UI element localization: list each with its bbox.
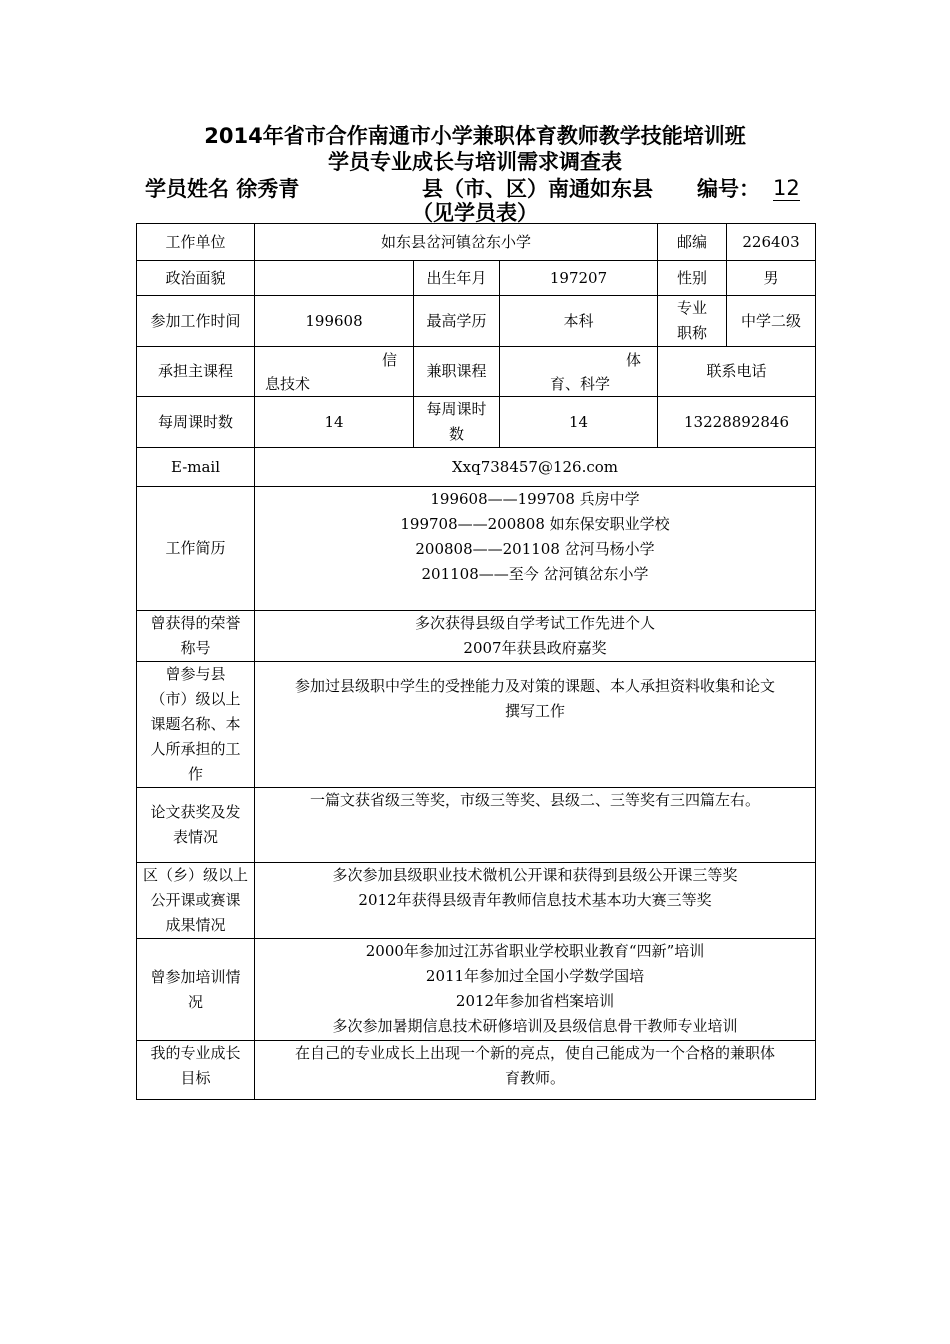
honors-label-line: 称号 (180, 639, 211, 657)
open-class-label-line: 区（乡）级以上 (142, 866, 248, 884)
open-class-label-line: 成果情况 (165, 916, 226, 934)
training-label-line: 况 (187, 992, 203, 1011)
education-value: 本科 (500, 296, 658, 347)
phone-value: 13228892846 (658, 397, 816, 448)
projects-line: 撰写工作 (505, 702, 566, 720)
work-unit-label: 工作单位 (137, 224, 255, 261)
part-course-label: 兼职课程 (414, 347, 500, 397)
training-value (255, 939, 816, 1041)
projects-label-line: （市）级以上 (150, 690, 241, 708)
work-start-value: 199608 (255, 296, 414, 347)
student-info-note: （见学员表） (412, 201, 538, 225)
table-row (137, 224, 816, 261)
open-class-line: 多次参加县级职业技术微机公开课和获得到县级公开课三等奖 (332, 866, 738, 884)
honors-line: 多次获得县级自学考试工作先进个人 (415, 614, 656, 632)
table-row (137, 611, 816, 662)
training-line: 2000年参加过江苏省职业学校职业教育“四新”培训 (365, 942, 705, 960)
training-label-line: 曾参加培训情 (150, 967, 241, 986)
work-unit-value: 如东县岔河镇岔东小学 (255, 224, 658, 261)
training-line: 多次参加暑期信息技术研修培训及县级信息骨干教师专业培训 (332, 1017, 738, 1035)
county-label: 县（市、区）南通如东县 (422, 177, 653, 201)
resume-value (255, 487, 816, 611)
table-row (137, 296, 816, 347)
table-row (137, 448, 816, 487)
goal-value (255, 1041, 816, 1100)
open-class-label-line: 公开课或赛课 (150, 891, 241, 909)
resume-line: 200808——201108 岔河马杨小学 (415, 540, 655, 558)
training-line: 2012年参加省档案培训 (455, 992, 615, 1010)
part-course-part: 体 (626, 350, 642, 369)
projects-label-line: 曾参与县 (165, 665, 226, 683)
projects-label-line: 人所承担的工 (150, 740, 241, 758)
main-course-part: 信 (381, 350, 397, 369)
honors-line: 2007年获县政府嘉奖 (463, 639, 607, 657)
table-row (137, 863, 816, 939)
papers-label-line: 表情况 (172, 828, 218, 846)
political-value (255, 261, 414, 296)
training-label (137, 939, 255, 1041)
table-row (137, 1041, 816, 1100)
resume-line: 201108——至今 岔河镇岔东小学 (421, 565, 649, 583)
postcode-label: 邮编 (658, 224, 727, 261)
table-row (137, 347, 816, 397)
birth-label: 出生年月 (414, 261, 500, 296)
title-label-line: 专业 (677, 299, 708, 317)
main-course-part: 息技术 (265, 374, 311, 393)
weekly-hours-value: 14 (255, 397, 414, 448)
birth-value: 197207 (500, 261, 658, 296)
title-label (658, 296, 727, 347)
part-course-value (500, 347, 658, 397)
papers-value: 一篇文获省级三等奖，市级三等奖、县级二、三等奖有三四篇左右。 (255, 788, 816, 863)
training-line: 2011年参加过全国小学数学国培 (425, 967, 645, 985)
honors-value (255, 611, 816, 662)
honors-label-line: 曾获得的荣誉 (150, 614, 241, 632)
weekly-hours2-label (414, 397, 500, 448)
table-row (137, 397, 816, 448)
student-name: 学员姓名 徐秀青 (145, 177, 300, 201)
main-course-label: 承担主课程 (137, 347, 255, 397)
papers-label (137, 788, 255, 863)
main-course-value (255, 347, 414, 397)
resume-line: 199708——200808 如东保安职业学校 (400, 515, 670, 533)
title-label-line: 职称 (677, 324, 708, 342)
education-label: 最高学历 (414, 296, 500, 347)
student-info-line (145, 176, 810, 202)
title-value: 中学二级 (727, 296, 816, 347)
table-row (137, 487, 816, 611)
goal-label-line: 我的专业成长 (150, 1044, 241, 1062)
papers-label-line: 论文获奖及发 (150, 803, 241, 821)
projects-label-line: 作 (187, 765, 203, 783)
gender-label: 性别 (658, 261, 727, 296)
email-value: Xxq738457@126.com (255, 448, 816, 487)
form-title-line2: 学员专业成长与培训需求调查表 (328, 150, 622, 174)
projects-label (137, 662, 255, 788)
survey-table (136, 223, 816, 1100)
weekly-hours2-label-line: 每周课时 (426, 400, 487, 418)
postcode-value: 226403 (727, 224, 816, 261)
honors-label (137, 611, 255, 662)
form-title-line1: 2014年省市合作南通市小学兼职体育教师教学技能培训班 (204, 124, 746, 148)
table-row (137, 662, 816, 788)
weekly-hours2-label-line: 数 (448, 425, 464, 443)
resume-label: 工作简历 (137, 487, 255, 611)
table-row (137, 788, 816, 863)
table-row (137, 939, 816, 1041)
open-class-label (137, 863, 255, 939)
email-label: E-mail (137, 448, 255, 487)
weekly-hours2-value: 14 (500, 397, 658, 448)
gender-value: 男 (727, 261, 816, 296)
goal-label (137, 1041, 255, 1100)
weekly-hours-label: 每周课时数 (137, 397, 255, 448)
projects-label-line: 课题名称、本 (150, 715, 241, 733)
political-label: 政治面貌 (137, 261, 255, 296)
goal-label-line: 目标 (180, 1069, 211, 1087)
goal-line: 育教师。 (505, 1069, 566, 1087)
part-course-part: 育、科学 (550, 374, 611, 393)
resume-line: 199608——199708 兵房中学 (430, 490, 640, 508)
open-class-value (255, 863, 816, 939)
phone-label: 联系电话 (658, 347, 816, 397)
projects-value (255, 662, 816, 788)
number-label: 编号： (697, 177, 760, 201)
table-row (137, 261, 816, 296)
open-class-line: 2012年获得县级青年教师信息技术基本功大赛三等奖 (358, 891, 712, 909)
work-start-label: 参加工作时间 (137, 296, 255, 347)
projects-line: 参加过县级职中学生的受挫能力及对策的课题、本人承担资料收集和论文 (295, 677, 776, 695)
number-value: 12 (773, 176, 800, 200)
goal-line: 在自己的专业成长上出现一个新的亮点，使自己能成为一个合格的兼职体 (295, 1044, 776, 1062)
